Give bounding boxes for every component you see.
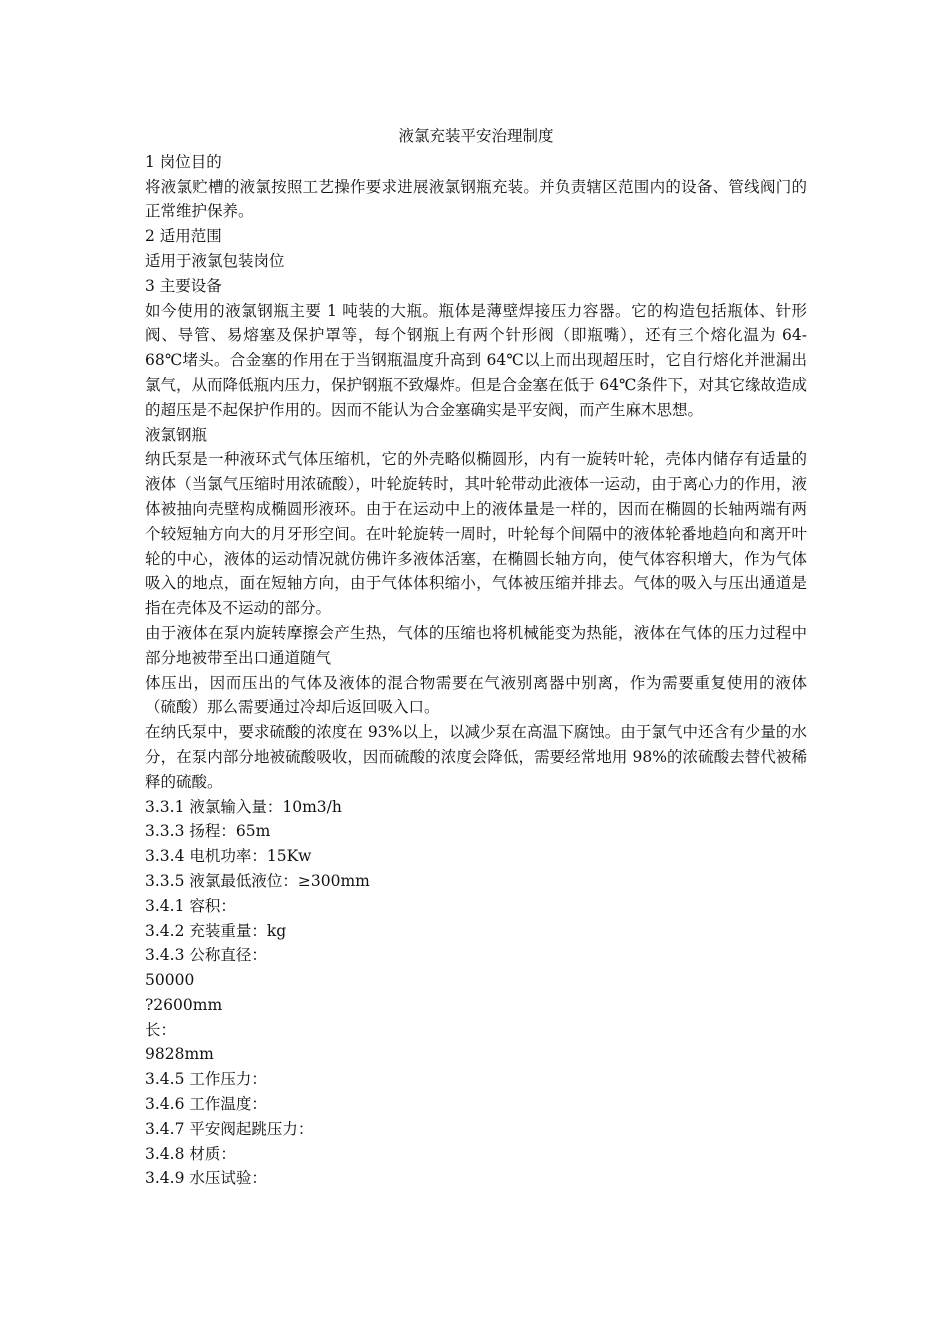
section-heading: 2 适用范围 — [145, 227, 222, 246]
spec-line: 3.4.7 平安阀起跳压力： — [145, 1119, 314, 1138]
subheading: 液氯钢瓶 — [145, 425, 208, 444]
spec-line: 3.4.9 水压试验： — [145, 1169, 267, 1188]
document-body — [145, 124, 807, 1191]
paragraph: 将液氯贮槽的液氯按照工艺操作要求进展液氯钢瓶充装。并负责辖区范围内的设备、管线阀门的正常维护保养。 — [145, 177, 807, 221]
paragraph: 体压出，因而压出的气体及液体的混合物需要在气液别离器中别离，作为需要重复使用的液体（硫酸）那么需要通过冷却后返回吸入口。 — [145, 673, 807, 717]
spec-line: 长： — [145, 1020, 177, 1039]
spec-value: ?2600mm — [145, 995, 223, 1014]
spec-value: 9828mm — [145, 1045, 214, 1064]
paragraph: 在纳氏泵中，要求硫酸的浓度在 93%以上，以减少泵在高温下腐蚀。由于氯气中还含有少量的水分，在泵内部分地被硫酸吸收，因而硫酸的浓度会降低，需要经常地用 98%的浓硫酸去替代被稀释的硫酸。 — [145, 723, 807, 791]
paragraph: 由于液体在泵内旋转摩擦会产生热，气体的压缩也将机械能变为热能，液体在气体的压力过程中部分地被带至出口通道随气 — [145, 623, 807, 667]
document-title: 液氯充装平安治理制度 — [398, 127, 554, 145]
spec-line: 3.3.1 液氯输入量：10m3/h — [145, 797, 342, 816]
spec-value: 50000 — [145, 971, 195, 990]
section-heading: 3 主要设备 — [145, 276, 222, 295]
spec-line: 3.4.1 容积： — [145, 896, 236, 915]
paragraph: 纳氏泵是一种液环式气体压缩机，它的外壳略似椭圆形，内有一旋转叶轮，壳体内储存有适量的液体（当氯气压缩时用浓硫酸），叶轮旋转时，其叶轮带动此液体一运动，由于离心力的作用，液体被抽向壳壁构成椭圆形液环。由于在运动中上的液体量是一样的，因而在椭圆的长轴两端有两个较短轴方向大的月牙形空间。在叶轮旋转一周时，叶轮每个间隔中的液体轮番地趋向和离开叶轮的中心，液体的运动情况就仿佛许多液体活塞，在椭圆长轴方向，使气体容积增大，作为气体吸入的地点，面在短轴方向，由于气体体积缩小，气体被压缩并排去。气体的吸入与压出通道是指在壳体及不运动的部分。 — [145, 450, 807, 618]
spec-line: 3.4.3 公称直径： — [145, 946, 267, 965]
spec-line: 3.4.8 材质： — [145, 1144, 236, 1163]
spec-line: 3.3.5 液氯最低液位：≥300mm — [145, 871, 370, 890]
spec-line: 3.4.6 工作温度： — [145, 1095, 267, 1114]
section-heading: 1 岗位目的 — [145, 152, 222, 171]
spec-line: 3.4.2 充装重量：kg — [145, 921, 287, 940]
spec-line: 3.4.5 工作压力： — [145, 1070, 267, 1089]
paragraph: 如今使用的液氯钢瓶主要 1 吨装的大瓶。瓶体是薄壁焊接压力容器。它的构造包括瓶体、针形阀、导管、易熔塞及保护罩等，每个钢瓶上有两个针形阀（即瓶嘴），还有三个熔化温为 64-68℃堵头。合金塞的作用在于当钢瓶温度升高到 64℃以上而出现超压时，它自行熔化并泄漏出氯气，从而降低瓶内压力，保护钢瓶不致爆炸。但是合金塞在低于 64℃条件下，对其它缘故造成的超压是不起保护作用的。因而不能认为合金塞确实是平安阀，而产生麻木思想。 — [145, 301, 807, 419]
spec-line: 3.3.3 扬程：65m — [145, 822, 271, 841]
spec-line: 3.3.4 电机功率：15Kw — [145, 847, 312, 866]
paragraph: 适用于液氯包装岗位 — [145, 251, 285, 270]
